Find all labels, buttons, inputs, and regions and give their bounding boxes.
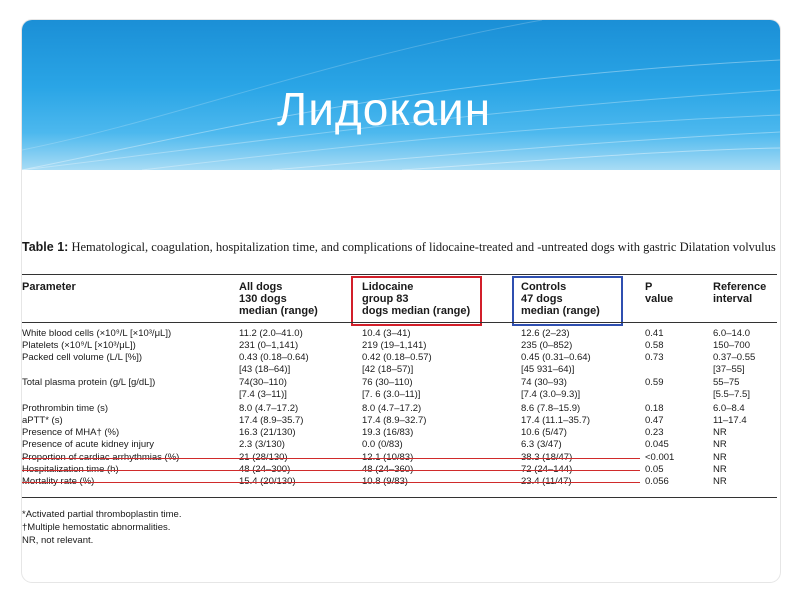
parameter-cell: Mortality rate (%) [22,476,95,487]
all-dogs-cell: [43 (18–64)] [239,364,291,375]
all-dogs-cell: 15.4 (20/130) [239,476,296,487]
p-value-cell: 0.05 [645,464,664,475]
column-header-reference: Reference interval [713,281,767,305]
p-value-cell: 0.045 [645,439,669,450]
all-dogs-cell: 74(30–110) [239,377,287,388]
reference-cell: NR [713,476,727,487]
lidocaine-cell: 0.42 (0.18–0.57) [362,352,432,363]
all-dogs-cell: 11.2 (2.0–41.0) [239,328,303,339]
reference-cell: 6.0–14.0 [713,328,750,339]
all-dogs-cell: [7.4 (3–11)] [239,389,287,400]
lidocaine-cell: 12.1 (10/83) [362,452,414,463]
controls-cell: 235 (0–852) [521,340,573,351]
column-header-parameter: Parameter [22,281,76,293]
controls-cell: [7.4 (3.0–9.3)] [521,389,581,400]
all-dogs-cell: 8.0 (4.7–17.2) [239,403,299,414]
p-value-cell: 0.23 [645,427,664,438]
lidocaine-cell: 8.0 (4.7–17.2) [362,403,422,414]
controls-cell: 12.6 (2–23) [521,328,570,339]
column-header-all-dogs: All dogs 130 dogs median (range) [239,281,318,317]
reference-cell: NR [713,439,727,450]
lidocaine-cell: 10.4 (3–41) [362,328,411,339]
table-caption [22,240,780,255]
lidocaine-cell: 19.3 (16/83) [362,427,414,438]
all-dogs-cell: 0.43 (0.18–0.64) [239,352,309,363]
all-dogs-cell: 16.3 (21/130) [239,427,296,438]
column-header-controls: Controls 47 dogs median (range) [521,281,600,317]
controls-highlight-box [512,276,623,326]
table-top-rule [22,274,777,275]
all-dogs-cell: 21 (28/130) [239,452,288,463]
slide-header-band [22,20,780,170]
controls-cell: 17.4 (11.1–35.7) [521,415,591,426]
controls-cell: 72 (24–144) [521,464,573,475]
controls-cell: 38.3 (18/47) [521,452,573,463]
controls-cell: 8.6 (7.8–15.9) [521,403,581,414]
lidocaine-cell: [42 (18–57)] [362,364,414,375]
p-value-cell: 0.056 [645,476,669,487]
lidocaine-cell: 219 (19–1,141) [362,340,427,351]
table-bottom-rule [22,497,777,498]
controls-cell: 6.3 (3/47) [521,439,562,450]
lidocaine-cell: 17.4 (8.9–32.7) [362,415,427,426]
all-dogs-cell: 48 (24–300) [239,464,291,475]
lidocaine-cell: 0.0 (0/83) [362,439,403,450]
controls-cell: 23.4 (11/47) [521,476,572,487]
lidocaine-cell: [7. 6 (3.0–11)] [362,389,421,400]
parameter-cell: Packed cell volume (L/L [%]) [22,352,143,363]
reference-cell: 55–75 [713,377,740,388]
lidocaine-highlight-box [351,276,482,326]
controls-cell: 0.45 (0.31–0.64) [521,352,591,363]
parameter-cell: Hospitalization time (h) [22,464,119,475]
p-value-cell: 0.58 [645,340,664,351]
reference-cell: NR [713,464,727,475]
mortality-highlight-line [22,482,640,483]
all-dogs-cell: 231 (0–1,141) [239,340,299,351]
all-dogs-cell: 17.4 (8.9–35.7) [239,415,304,426]
lidocaine-cell: 10.8 (9/83) [362,476,408,487]
column-header-lidocaine: Lidocaine group 83 dogs median (range) [362,281,471,317]
parameter-cell: Platelets (×10⁹/L [×10³/μL]) [22,340,136,351]
parameter-cell: Presence of MHA† (%) [22,427,120,438]
parameter-cell: Presence of acute kidney injury [22,439,155,450]
parameter-cell: aPTT* (s) [22,415,63,426]
reference-cell: 6.0–8.4 [713,403,745,414]
parameter-cell: Total plasma protein (g/L [g/dL]) [22,377,156,388]
p-value-cell: 0.18 [645,403,664,414]
caption-text: Hematological, coagulation, hospitalization time, and complications of lidocaine-treated and -untreated dogs with gastric Dilatation volvulus [68,240,776,254]
slide-title: Лидокаин [277,83,492,135]
footnote-nr: NR, not relevant. [22,535,94,546]
hospitalization-highlight-line [22,470,640,471]
reference-cell: 0.37–0.55 [713,352,756,363]
reference-cell: NR [713,427,727,438]
arrhythmia-highlight-line [22,458,640,459]
header-bottom-rule [22,322,777,323]
presentation-slide [22,20,780,582]
column-header-p-value: P value [645,281,674,305]
parameter-cell: Prothrombin time (s) [22,403,109,414]
controls-cell: 74 (30–93) [521,377,567,388]
footnote-aptt: *Activated partial thromboplastin time. [22,509,182,520]
caption-label: Table 1: [22,240,69,254]
reference-cell: NR [713,452,727,463]
p-value-cell: 0.59 [645,377,664,388]
p-value-cell: 0.47 [645,415,664,426]
parameter-cell: Proportion of cardiac arrhythmias (%) [22,452,180,463]
reference-cell: 11–17.4 [713,415,747,426]
all-dogs-cell: 2.3 (3/130) [239,439,285,450]
lidocaine-cell: 48 (24–360) [362,464,414,475]
reference-cell: 150–700 [713,340,750,351]
p-value-cell: 0.73 [645,352,664,363]
reference-cell: [5.5–7.5] [713,389,750,400]
controls-cell: [45 931–64)] [521,364,575,375]
p-value-cell: 0.41 [645,328,664,339]
lidocaine-cell: 76 (30–110) [362,377,413,388]
reference-cell: [37–55] [713,364,745,375]
p-value-cell: <0.001 [645,452,675,463]
controls-cell: 10.6 (5/47) [521,427,567,438]
footnote-mha: †Multiple hemostatic abnormalities. [22,522,171,533]
parameter-cell: White blood cells (×10⁹/L [×10³/μL]) [22,328,172,339]
